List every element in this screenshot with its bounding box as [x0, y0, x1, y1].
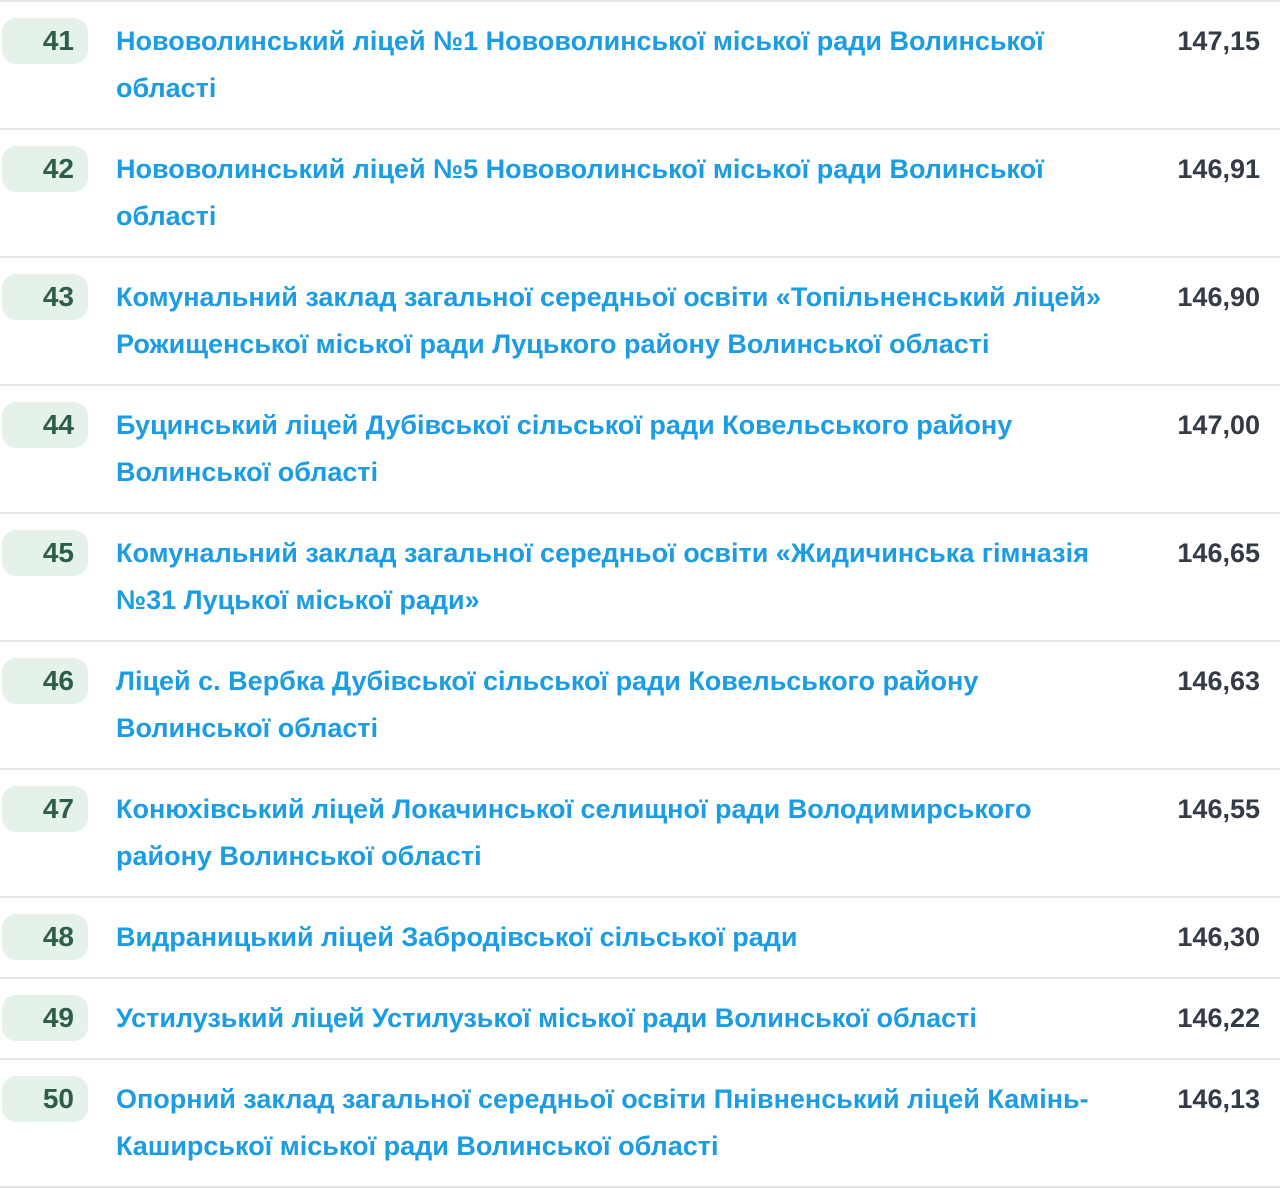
score-value: 146,22: [1177, 1003, 1260, 1033]
score-value: 146,65: [1177, 538, 1260, 568]
school-link[interactable]: Устилузький ліцей Устилузької міської ради Волинської області: [116, 1003, 977, 1033]
rank-number: 45: [42, 537, 74, 568]
rank-badge: [2, 914, 88, 960]
rank-badge: [2, 1076, 88, 1122]
school-link[interactable]: Ліцей с. Вербка Дубівської сільської ради Ковельського району Волинської області: [116, 666, 979, 743]
school-link[interactable]: Опорний заклад загальної середньої освіти Пнівненський ліцей Камінь-Каширської міської ради Волинської області: [116, 1084, 1089, 1161]
score-value: 146,55: [1177, 794, 1260, 824]
rank-number: 47: [42, 793, 74, 824]
rank-number: 49: [42, 1002, 74, 1033]
rank-number: 50: [42, 1083, 74, 1114]
table-row: [0, 898, 1280, 979]
rank-badge: [2, 786, 88, 832]
table-row: [0, 642, 1280, 770]
table-row: [0, 979, 1280, 1060]
rank-badge: [2, 995, 88, 1041]
table-row: [0, 1060, 1280, 1188]
table-row: [0, 386, 1280, 514]
school-link[interactable]: Нововолинський ліцей №5 Нововолинської міської ради Волинської області: [116, 154, 1044, 231]
rank-badge: [2, 146, 88, 192]
rank-number: 44: [42, 409, 74, 440]
rank-number: 42: [42, 153, 74, 184]
table-row: [0, 258, 1280, 386]
score-value: 146,13: [1177, 1084, 1260, 1114]
rank-badge: [2, 274, 88, 320]
rank-number: 43: [42, 281, 74, 312]
table-row: [0, 770, 1280, 898]
school-link[interactable]: Комунальний заклад загальної середньої освіти «Топільненський ліцей» Рожищенської міської ради Луцького району Волинської області: [116, 282, 1101, 359]
school-link[interactable]: Конюхівський ліцей Локачинської селищної ради Володимирського району Волинської області: [116, 794, 1032, 871]
rank-number: 46: [42, 665, 74, 696]
school-link[interactable]: Буцинський ліцей Дубівської сільської ради Ковельського району Волинської області: [116, 410, 1013, 487]
table-row: [0, 2, 1280, 130]
table-row: [0, 514, 1280, 642]
score-value: 146,90: [1177, 282, 1260, 312]
table-row: [0, 130, 1280, 258]
score-value: 146,91: [1177, 154, 1260, 184]
rank-badge: [2, 402, 88, 448]
score-value: 147,15: [1177, 26, 1260, 56]
school-link[interactable]: Нововолинський ліцей №1 Нововолинської міської ради Волинської області: [116, 26, 1044, 103]
score-value: 146,30: [1177, 922, 1260, 952]
rank-number: 41: [42, 25, 74, 56]
school-link[interactable]: Видраницький ліцей Забродівської сільської ради: [116, 922, 798, 952]
rank-badge: [2, 658, 88, 704]
rank-badge: [2, 18, 88, 64]
rank-badge: [2, 530, 88, 576]
score-value: 146,63: [1177, 666, 1260, 696]
school-link[interactable]: Комунальний заклад загальної середньої освіти «Жидичинська гімназія №31 Луцької міської ради»: [116, 538, 1089, 615]
score-value: 147,00: [1177, 410, 1260, 440]
rank-number: 48: [42, 921, 74, 952]
